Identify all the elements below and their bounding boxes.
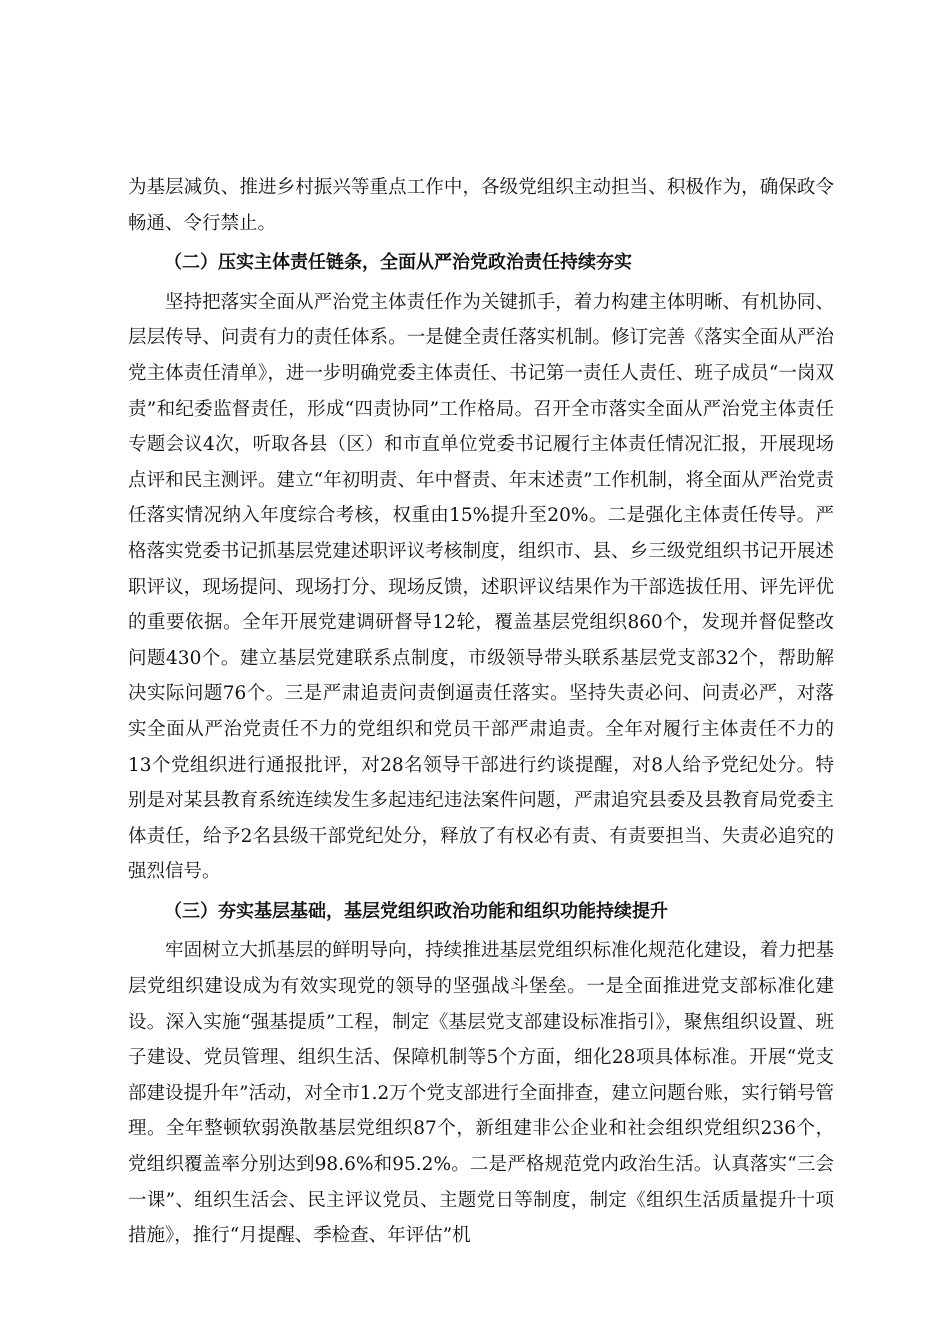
paragraph-continued: 为基层减负、推进乡村振兴等重点工作中，各级党组织主动担当、积极作为，确保政令畅通、令行禁止。 — [128, 177, 834, 234]
paragraph-section-2: 坚持把落实全面从严治党主体责任作为关键抓手，着力构建主体明晰、有机协同、层层传导、问责有力的责任体系。一是健全责任落实机制。修订完善《落实全面从严治党主体责任清单》，进一步明确党委主体责任、书记第一责任人责任、班子成员“一岗双责”和纪委监督责任，形成“四责协同”工作格局。召开全市落实全面从严治党主体责任专题会议4次，听取各县（区）和市直单位党委书记履行主体责任情况汇报，开展现场点评和民主测评。建立“年初明责、年中督责、年末述责”工作机制，将全面从严治党责任落实情况纳入年度综合考核，权重由15%提升至20%。二是强化主体责任传导。严格落实党委书记抓基层党建述职评议考核制度，组织市、县、乡三级党组织书记开展述职评议，现场提问、现场打分、现场反馈，述职评议结果作为干部选拔任用、评先评优的重要依据。全年开展党建调研督导12轮，覆盖基层党组织860个，发现并督促整改问题430个。建立基层党建联系点制度，市级领导带头联系基层党支部32个，帮助解决实际问题76个。三是严肃追责问责倒逼责任落实。坚持失责必问、问责必严，对落实全面从严治党责任不力的党组织和党员干部严肃追责。全年对履行主体责任不力的13个党组织进行通报批评，对28名领导干部进行约谈提醒，对8人给予党纪处分。特别是对某县教育系统连续发生多起违纪违法案件问题，严肃追究县委及县教育局党委主体责任，给予2名县级干部党纪处分，释放了有权必有责、有责要担当、失责必追究的强烈信号。 — [128, 291, 834, 883]
document-page — [128, 170, 834, 1254]
paragraph-section-3: 牢固树立大抓基层的鲜明导向，持续推进基层党组织标准化规范化建设，着力把基层党组织建设成为有效实现党的领导的坚强战斗堡垒。一是全面推进党支部标准化建设。深入实施“强基提质”工程，制定《基层党支部建设标准指引》，聚焦组织设置、班子建设、党员管理、组织生活、保障机制等5个方面，细化28项具体标准。开展“党支部建设提升年”活动，对全市1.2万个党支部进行全面排查，建立问题台账，实行销号管理。全年整顿软弱涣散基层党组织87个，新组建非公企业和社会组织党组织236个，党组织覆盖率分别达到98.6%和95.2%。二是严格规范党内政治生活。认真落实“三会一课”、组织生活会、民主评议党员、主题党日等制度，制定《组织生活质量提升十项措施》，推行“月提醒、季检查、年评估”机 — [128, 940, 834, 1247]
section-heading-2: （二）压实主体责任链条，全面从严治党政治责任持续夯实 — [164, 252, 632, 274]
section-heading-3: （三）夯实基层基础，基层党组织政治功能和组织功能持续提升 — [164, 900, 668, 922]
